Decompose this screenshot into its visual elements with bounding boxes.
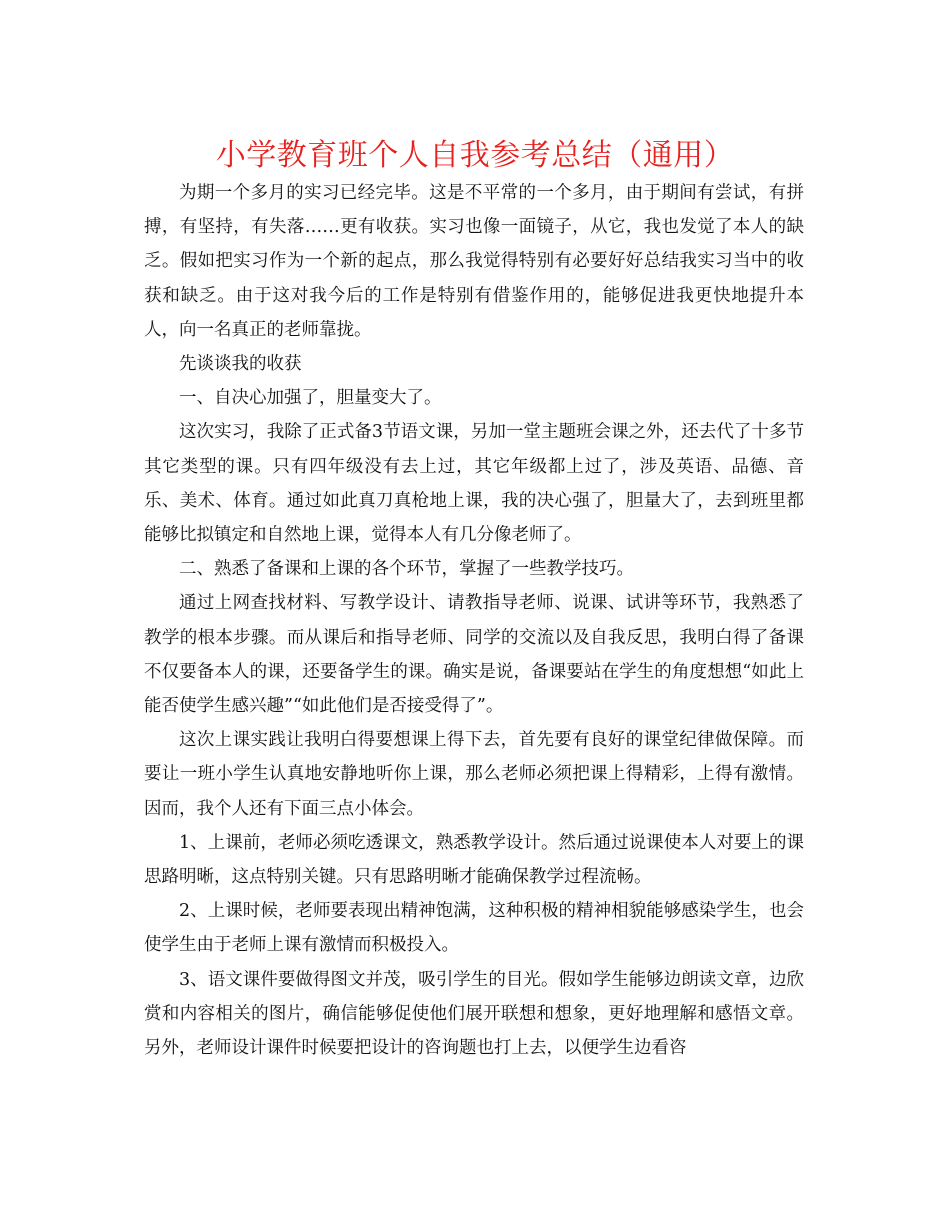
- document-title: 小学教育班个人自我参考总结（通用）: [215, 138, 735, 173]
- list-item-2: 2、上课时候，老师要表现出精神饱满，这种积极的精神相貌能够感染学生，也会使学生由于老师上课有激情而积极投入。: [144, 901, 804, 956]
- section-heading-lesson-prep: 二、熟悉了备课和上课的各个环节，掌握了一些教学技巧。: [179, 559, 634, 580]
- section-heading-confidence: 一、自决心加强了，胆量变大了。: [179, 388, 442, 409]
- paragraph-gains-heading: 先谈谈我的收获: [179, 354, 302, 375]
- list-item-3: 3、语文课件要做得图文并茂，吸引学生的目光。假如学生能够边朗读文章，边欣赏和内容相关的图片，确信能够促使他们展开联想和想象，更好地理解和感悟文章。另外，老师设计课件时候要把设计的咨询题也打上去，以便学生边看咨: [144, 969, 804, 1059]
- paragraph-classroom-discipline: 这次上课实践让我明白得要想课上得下去，首先要有良好的课堂纪律做保障。而要让一班小学生认真地安静地听你上课，那么老师必须把课上得精彩，上得有激情。因而，我个人还有下面三点小体会。: [144, 730, 804, 819]
- paragraph-confidence: 这次实习，我除了正式备3节语文课，另加一堂主题班会课之外，还去代了十多节其它类型的课。只有四年级没有去上过，其它年级都上过了，涉及英语、品德、音乐、美术、体育。通过如此真刀真枪地上课，我的决心强了，胆量大了，去到班里都能够比拟镇定和自然地上课，觉得本人有几分像老师了。: [144, 422, 804, 546]
- paragraph-intro: 为期一个多月的实习已经完毕。这是不平常的一个多月，由于期间有尝试，有拼搏，有坚持，有失落……更有收获。实习也像一面镜子，从它，我也发觉了本人的缺乏。假如把实习作为一个新的起点，那么我觉得特别有必要好好总结我实习当中的收获和缺乏。由于这对我今后的工作是特别有借鉴作用的，能够促进我更快地提升本人，向一名真正的老师靠拢。: [144, 183, 804, 340]
- list-item-1: 1、上课前，老师必须吃透课文，熟悉教学设计。然后通过说课使本人对要上的课思路明晰，这点特别关键。只有思路明晰才能确保教学过程流畅。: [144, 832, 804, 888]
- paragraph-lesson-prep: 通过上网查找材料、写教学设计、请教指导老师、说课、试讲等环节，我熟悉了教学的根本步骤。而从课后和指导老师、同学的交流以及自我反思，我明白得了备课不仅要备本人的课，还要备学生的课。确实是说，备课要站在学生的角度想想“如此上能否使学生感兴趣”“如此他们是否接受得了”。: [144, 593, 804, 717]
- document-body: [144, 176, 804, 1065]
